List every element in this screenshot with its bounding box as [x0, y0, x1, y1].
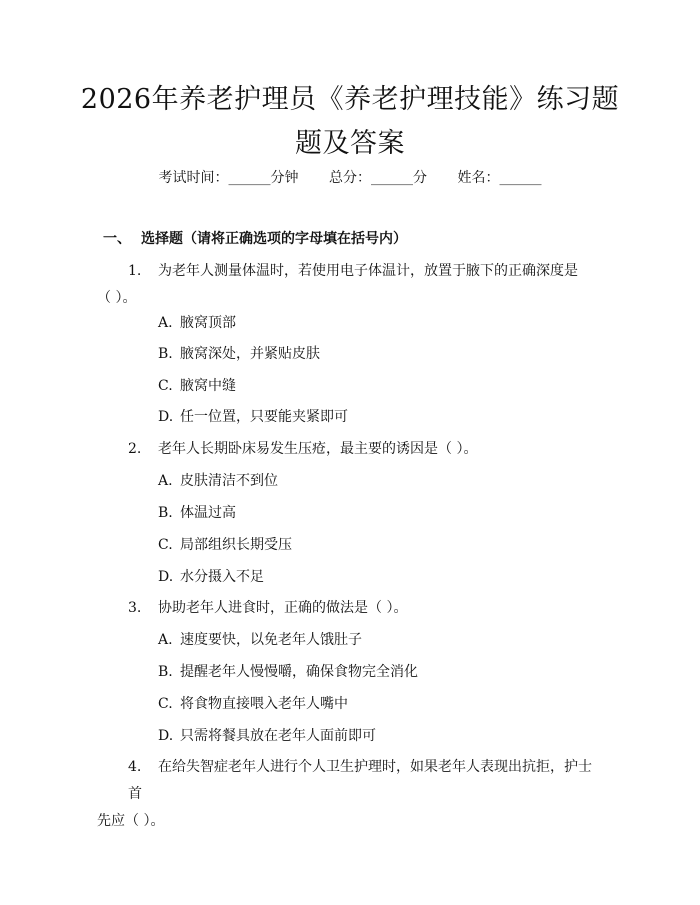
question-text: 为老年人测量体温时，若使用电子体温计，放置于腋下的正确深度是 [158, 263, 578, 279]
title-line-1: 2026年养老护理员《养老护理技能》练习题 [80, 84, 620, 115]
option-1c [158, 376, 236, 396]
exam-info [0, 168, 700, 188]
question-text-continued: （ ）。 [97, 290, 137, 306]
section-title: 选择题（请将正确选项的字母填在括号内） [141, 231, 407, 247]
total-score-field: 总分：______分 [329, 170, 427, 186]
option-text: 皮肤清洁不到位 [180, 473, 278, 489]
option-2a [158, 471, 278, 491]
option-letter: D. [158, 569, 174, 585]
option-letter: C. [158, 696, 173, 712]
question-text: 老年人长期卧床易发生压疮，最主要的诱因是（ ）。 [158, 441, 478, 457]
option-text: 将食物直接喂入老年人嘴中 [180, 696, 348, 712]
question-3 [128, 595, 598, 622]
option-text: 提醒老年人慢慢嚼，确保食物完全消化 [180, 664, 418, 680]
option-text: 只需将餐具放在老年人面前即可 [180, 728, 376, 744]
question-number: 1. [128, 263, 142, 279]
option-3c [158, 694, 348, 714]
option-letter: B. [158, 664, 173, 680]
option-text: 腋窝中缝 [180, 378, 236, 394]
question-number: 4. [128, 759, 142, 775]
option-text: 体温过高 [180, 505, 236, 521]
option-letter: D. [158, 409, 174, 425]
exam-time-field: 考试时间：______分钟 [158, 170, 299, 186]
option-letter: C. [158, 537, 173, 553]
option-3d [158, 726, 376, 746]
option-3b [158, 662, 418, 682]
option-1b [158, 344, 320, 364]
question-number: 2. [128, 441, 142, 457]
name-field: 姓名：______ [457, 170, 542, 186]
option-text: 腋窝深处，并紧贴皮肤 [180, 346, 320, 362]
option-letter: A. [158, 473, 173, 489]
question-text: 协助老年人进食时，正确的做法是（ ）。 [158, 600, 408, 616]
document-title [80, 78, 620, 166]
option-letter: A. [158, 315, 173, 331]
question-1 [97, 258, 598, 312]
option-text: 水分摄入不足 [180, 569, 264, 585]
question-text-continued: 先应（ ）。 [97, 813, 165, 829]
option-text: 任一位置，只要能夹紧即可 [180, 409, 348, 425]
option-3a [158, 630, 362, 650]
option-text: 速度要快，以免老年人饿肚子 [180, 632, 362, 648]
option-letter: C. [158, 378, 173, 394]
option-2c [158, 535, 292, 555]
option-text: 腋窝顶部 [180, 315, 236, 331]
option-letter: D. [158, 728, 174, 744]
option-2d [158, 567, 264, 587]
question-number: 3. [128, 600, 142, 616]
option-1d [158, 407, 348, 427]
question-text: 在给失智症老年人进行个人卫生护理时，如果老年人表现出抗拒，护士首 [128, 759, 592, 802]
option-letter: A. [158, 632, 173, 648]
section-heading [103, 229, 407, 249]
option-text: 局部组织长期受压 [180, 537, 292, 553]
option-letter: B. [158, 346, 173, 362]
title-line-2: 题及答案 [295, 128, 405, 159]
question-2 [128, 436, 598, 463]
option-letter: B. [158, 505, 173, 521]
question-4 [97, 754, 598, 835]
section-number: 一、 [103, 231, 131, 247]
option-1a [158, 313, 236, 333]
option-2b [158, 503, 236, 523]
